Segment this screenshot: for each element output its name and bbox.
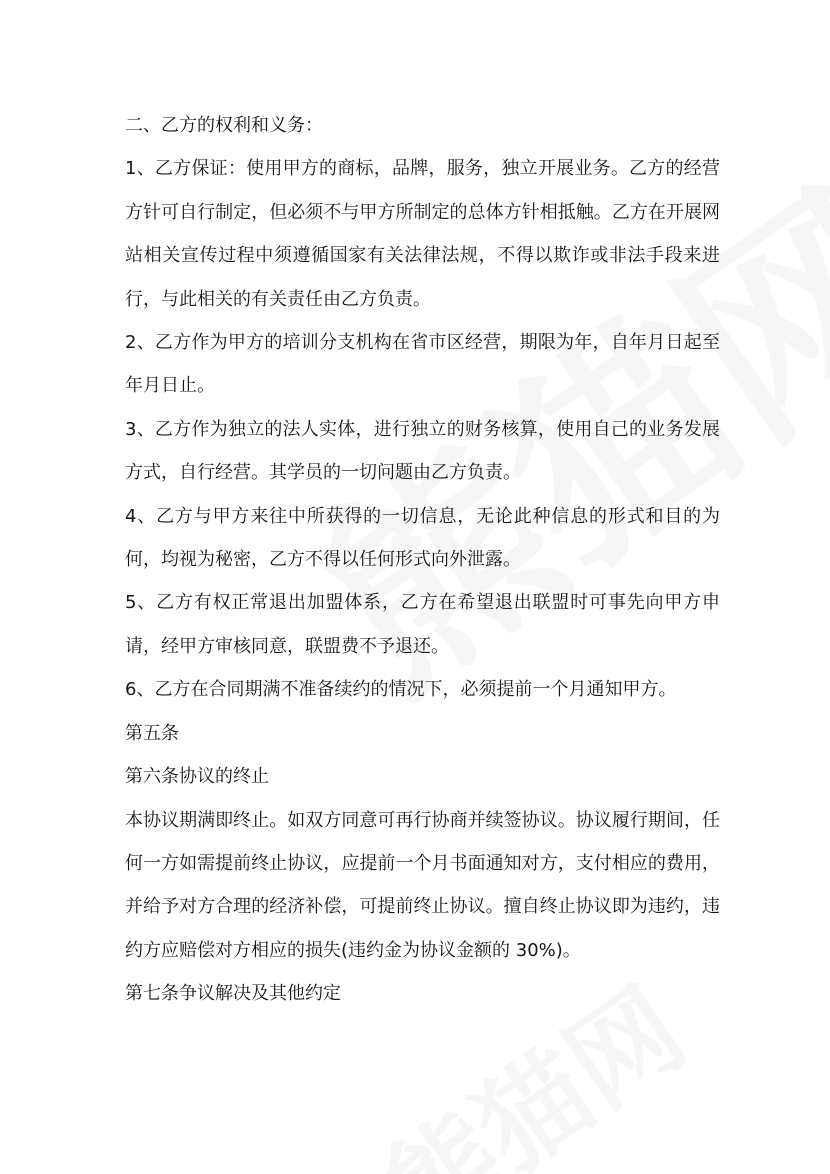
paragraph: 6、乙方在合同期满不准备续约的情况下，必须提前一个月通知甲方。 <box>125 679 677 701</box>
section-heading: 二、乙方的权利和义务： <box>125 115 323 136</box>
paragraph: 4、乙方与甲方来往中所获得的一切信息，无论此种信息的形式和目的为何，均视为秘密，乙方不得以任何形式向外泄露。 <box>125 505 720 571</box>
paragraph: 2、乙方作为甲方的培训分支机构在省市区经营，期限为年，自年月日起至年月日止。 <box>125 332 720 397</box>
paragraph: 1、乙方保证：使用甲方的商标，品牌，服务，独立开展业务。乙方的经营方针可自行制定，但必须不与甲方所制定的总体方针相抵触。乙方在开展网站相关宣传过程中须遵循国家有关法律法规，不得以欺诈或非法手段来进行，与此相关的有关责任由乙方负责。 <box>125 158 720 310</box>
document-content <box>125 104 720 1016</box>
article-heading: 第六条协议的终止 <box>125 766 269 788</box>
paragraph: 3、乙方作为独立的法人实体，进行独立的财务核算，使用自己的业务发展方式，自行经营。其学员的一切问题由乙方负责。 <box>125 418 720 484</box>
paragraph: 5、乙方有权正常退出加盟体系，乙方在希望退出联盟时可事先向甲方申请，经甲方审核同意，联盟费不予退还。 <box>125 592 720 657</box>
article-heading: 第七条争议解决及其他约定 <box>125 983 341 1005</box>
paragraph: 本协议期满即终止。如双方同意可再行协商并续签协议。协议履行期间，任何一方如需提前终止协议，应提前一个月书面通知对方，支付相应的费用，并给予对方合理的经济补偿，可提前终止协议。擅自终止协议即为违约，违约方应赔偿对方相应的损失(违约金为协议金额的 30%)。 <box>125 809 720 961</box>
article-heading: 第五条 <box>125 722 179 744</box>
